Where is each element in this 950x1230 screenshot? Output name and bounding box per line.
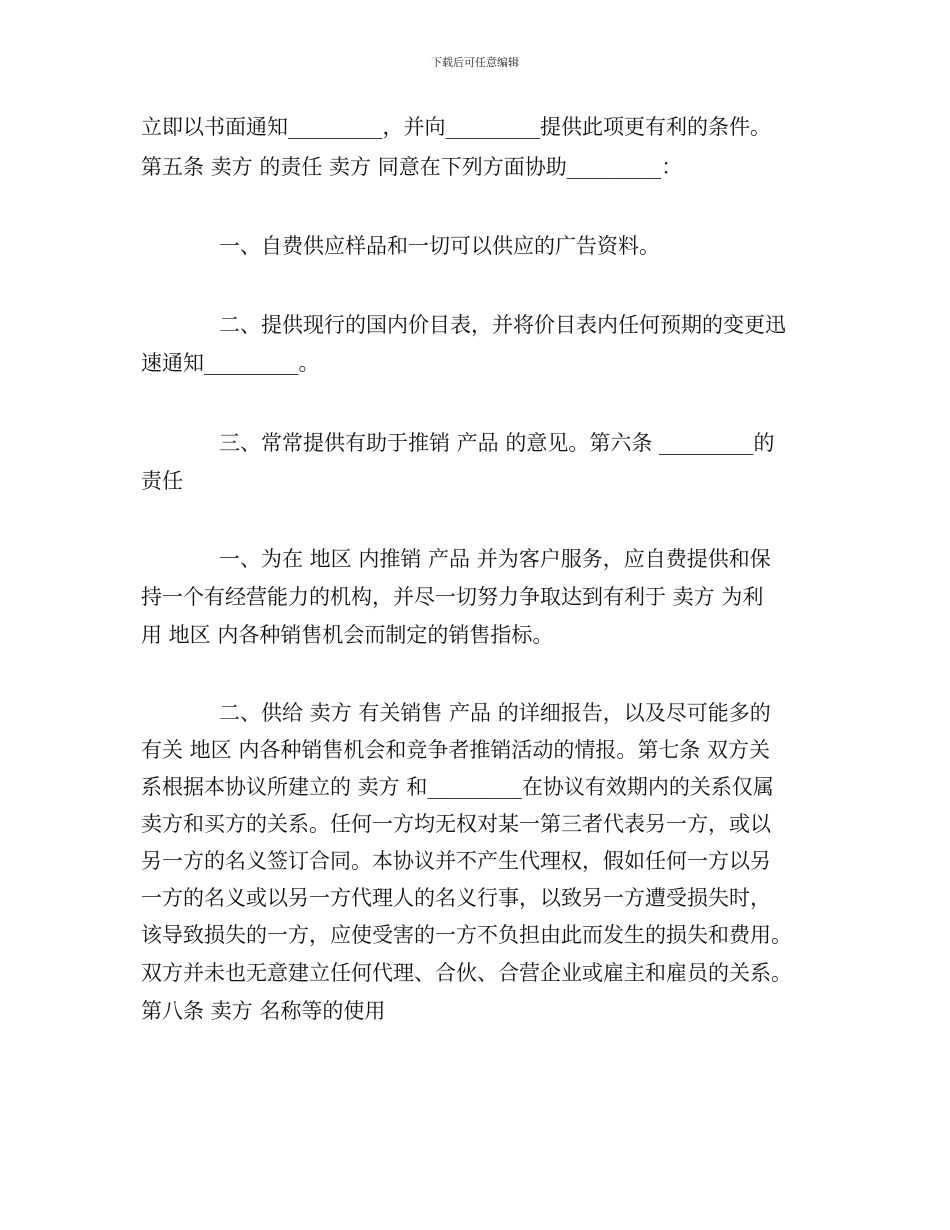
text-line: 立即以书面通知_________，并向_________提供此项更有利的条件。 — [141, 115, 771, 139]
text-line: 二、供给 卖方 有关销售 产品 的详细报告，以及尽可能多的 — [219, 701, 771, 725]
text-line: 系根据本协议所建立的 卖方 和_________在协议有效期内的关系仅属 — [141, 775, 774, 799]
text-line: 责任 — [141, 469, 183, 493]
text-line: 另一方的名义签订合同。本协议并不产生代理权，假如任何一方以另 — [141, 849, 771, 873]
text-line: 速通知_________。 — [141, 351, 320, 375]
text-line: 持一个有经营能力的机构，并尽一切努力争取达到有利于 卖方 为利 — [141, 585, 764, 609]
text-line: 二、提供现行的国内价目表，并将价目表内任何预期的变更迅 — [219, 313, 786, 337]
text-line: 用 地区 内各种销售机会而制定的销售指标。 — [141, 623, 554, 647]
text-line: 双方并未也无意建立任何代理、合伙、合营企业或雇主和雇员的关系。 — [141, 961, 792, 985]
page-header: 下载后可任意编辑 — [431, 56, 519, 69]
text-line: 第五条 卖方 的责任 卖方 同意在下列方面协助_________： — [141, 155, 683, 179]
text-line: 第八条 卖方 名称等的使用 — [141, 999, 386, 1023]
text-line: 一、为在 地区 内推销 产品 并为客户服务，应自费提供和保 — [219, 547, 771, 571]
text-line: 三、常常提供有助于推销 产品 的意见。第六条 _________的 — [219, 431, 775, 455]
text-line: 卖方和买方的关系。任何一方均无权对某一第三者代表另一方，或以 — [141, 812, 771, 836]
text-line: 一方的名义或以另一方代理人的名义行事，以致另一方遭受损失时， — [141, 886, 771, 910]
text-line: 有关 地区 内各种销售机会和竞争者推销活动的情报。第七条 双方关 — [141, 738, 771, 762]
text-line: 该导致损失的一方，应使受害的一方不负担由此而发生的损失和费用。 — [141, 923, 792, 947]
text-line: 一、自费供应样品和一切可以供应的广告资料。 — [219, 234, 660, 258]
